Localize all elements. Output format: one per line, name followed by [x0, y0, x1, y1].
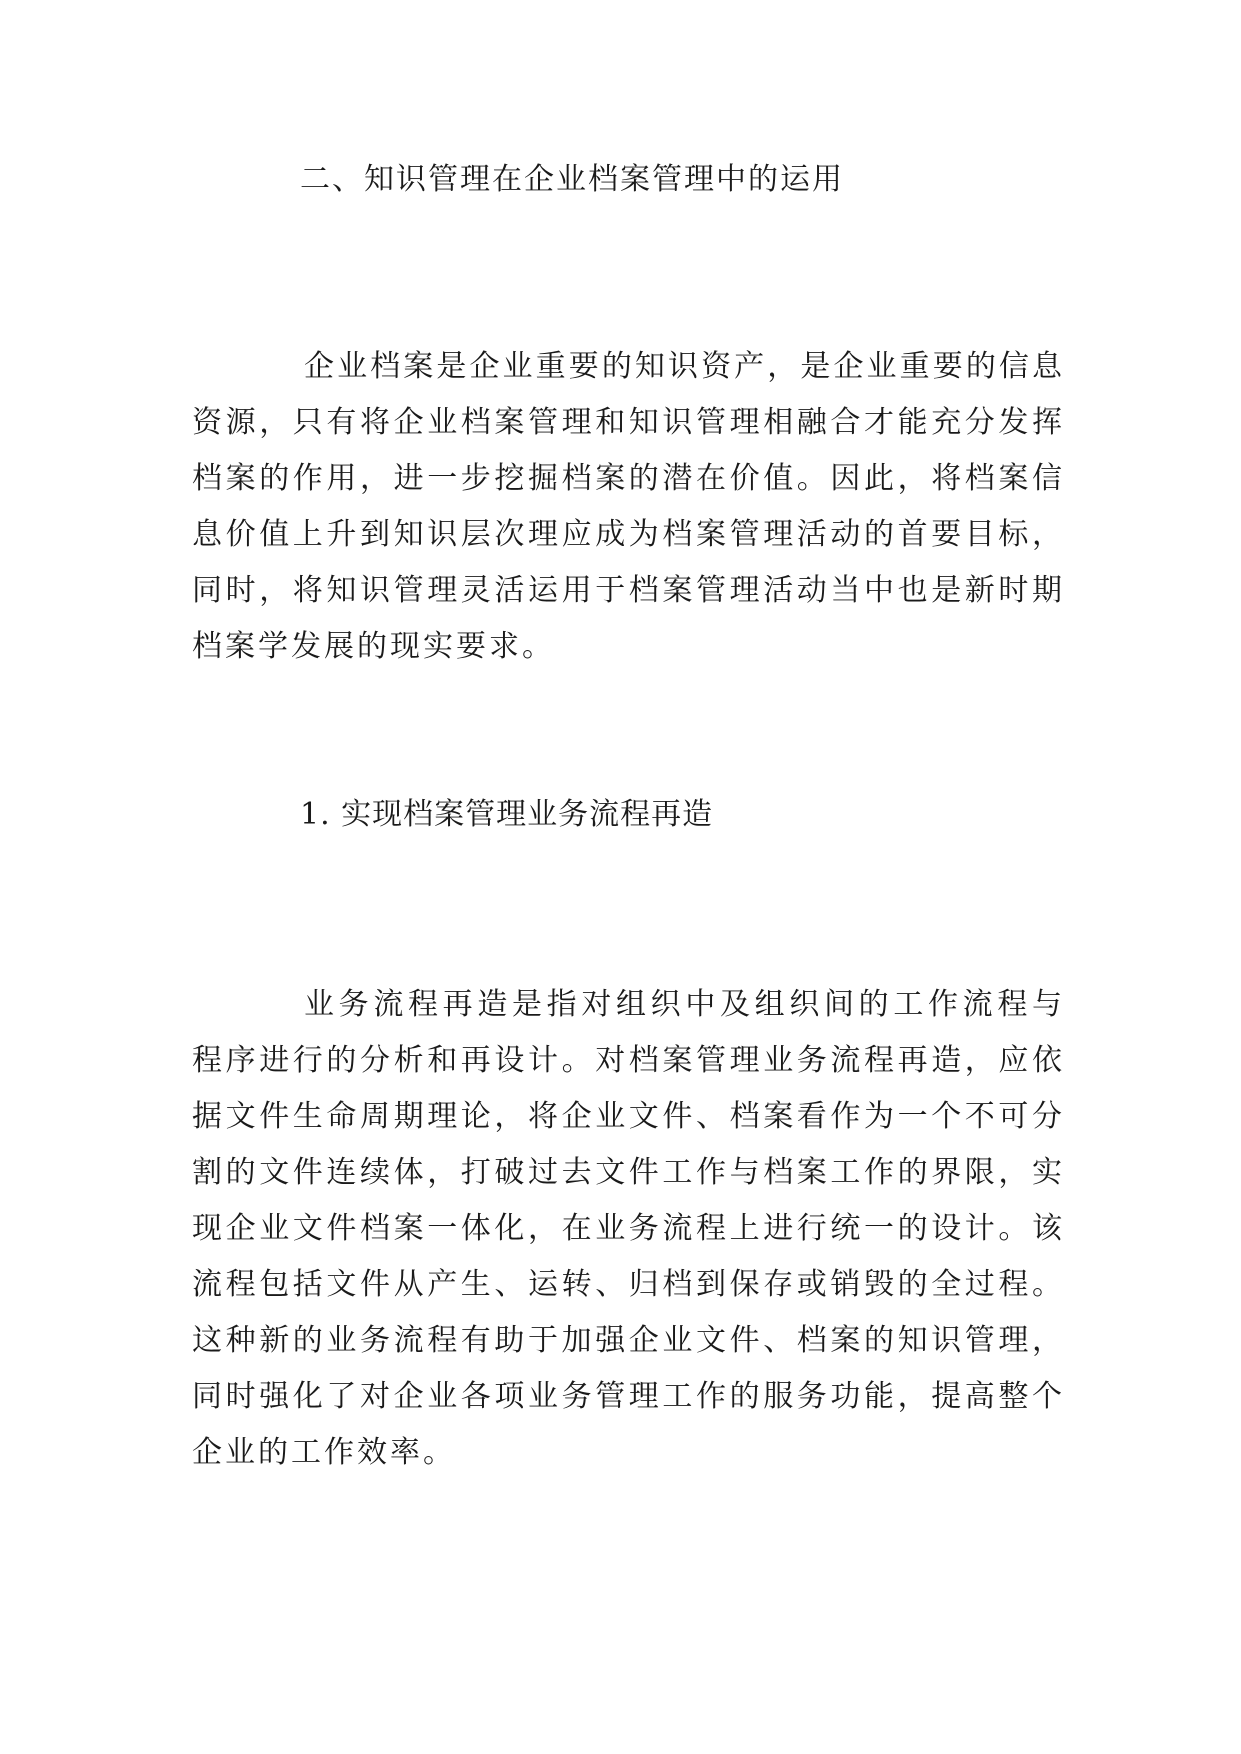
paragraph-line: 程序进行的分析和再设计。对档案管理业务流程再造，应依 — [192, 1043, 1062, 1078]
subsection-heading: 1. 实现档案管理业务流程再造 — [300, 797, 714, 832]
paragraph-line: 同时，将知识管理灵活运用于档案管理活动当中也是新时期 — [192, 573, 1062, 608]
paragraph-line: 业务流程再造是指对组织中及组织间的工作流程与 — [304, 987, 1062, 1022]
paragraph-line: 现企业文件档案一体化，在业务流程上进行统一的设计。该 — [192, 1211, 1062, 1246]
paragraph-line: 企业的工作效率。 — [192, 1435, 456, 1470]
paragraph-line: 息价值上升到知识层次理应成为档案管理活动的首要目标， — [192, 517, 1062, 552]
paragraph-1 — [192, 339, 1062, 675]
paragraph-line: 流程包括文件从产生、运转、归档到保存或销毁的全过程。 — [192, 1267, 1062, 1302]
paragraph-2 — [192, 977, 1062, 1481]
paragraph-line: 这种新的业务流程有助于加强企业文件、档案的知识管理， — [192, 1323, 1062, 1358]
paragraph-line: 档案的作用，进一步挖掘档案的潜在价值。因此，将档案信 — [192, 461, 1062, 496]
paragraph-line: 据文件生命周期理论，将企业文件、档案看作为一个不可分 — [192, 1099, 1062, 1134]
paragraph-line: 企业档案是企业重要的知识资产，是企业重要的信息 — [304, 349, 1062, 384]
section-heading: 二、知识管理在企业档案管理中的运用 — [300, 162, 844, 197]
paragraph-line: 资源，只有将企业档案管理和知识管理相融合才能充分发挥 — [192, 405, 1062, 440]
paragraph-line: 割的文件连续体，打破过去文件工作与档案工作的界限，实 — [192, 1155, 1062, 1190]
paragraph-line: 档案学发展的现实要求。 — [192, 629, 555, 664]
paragraph-line: 同时强化了对企业各项业务管理工作的服务功能，提高整个 — [192, 1379, 1062, 1414]
